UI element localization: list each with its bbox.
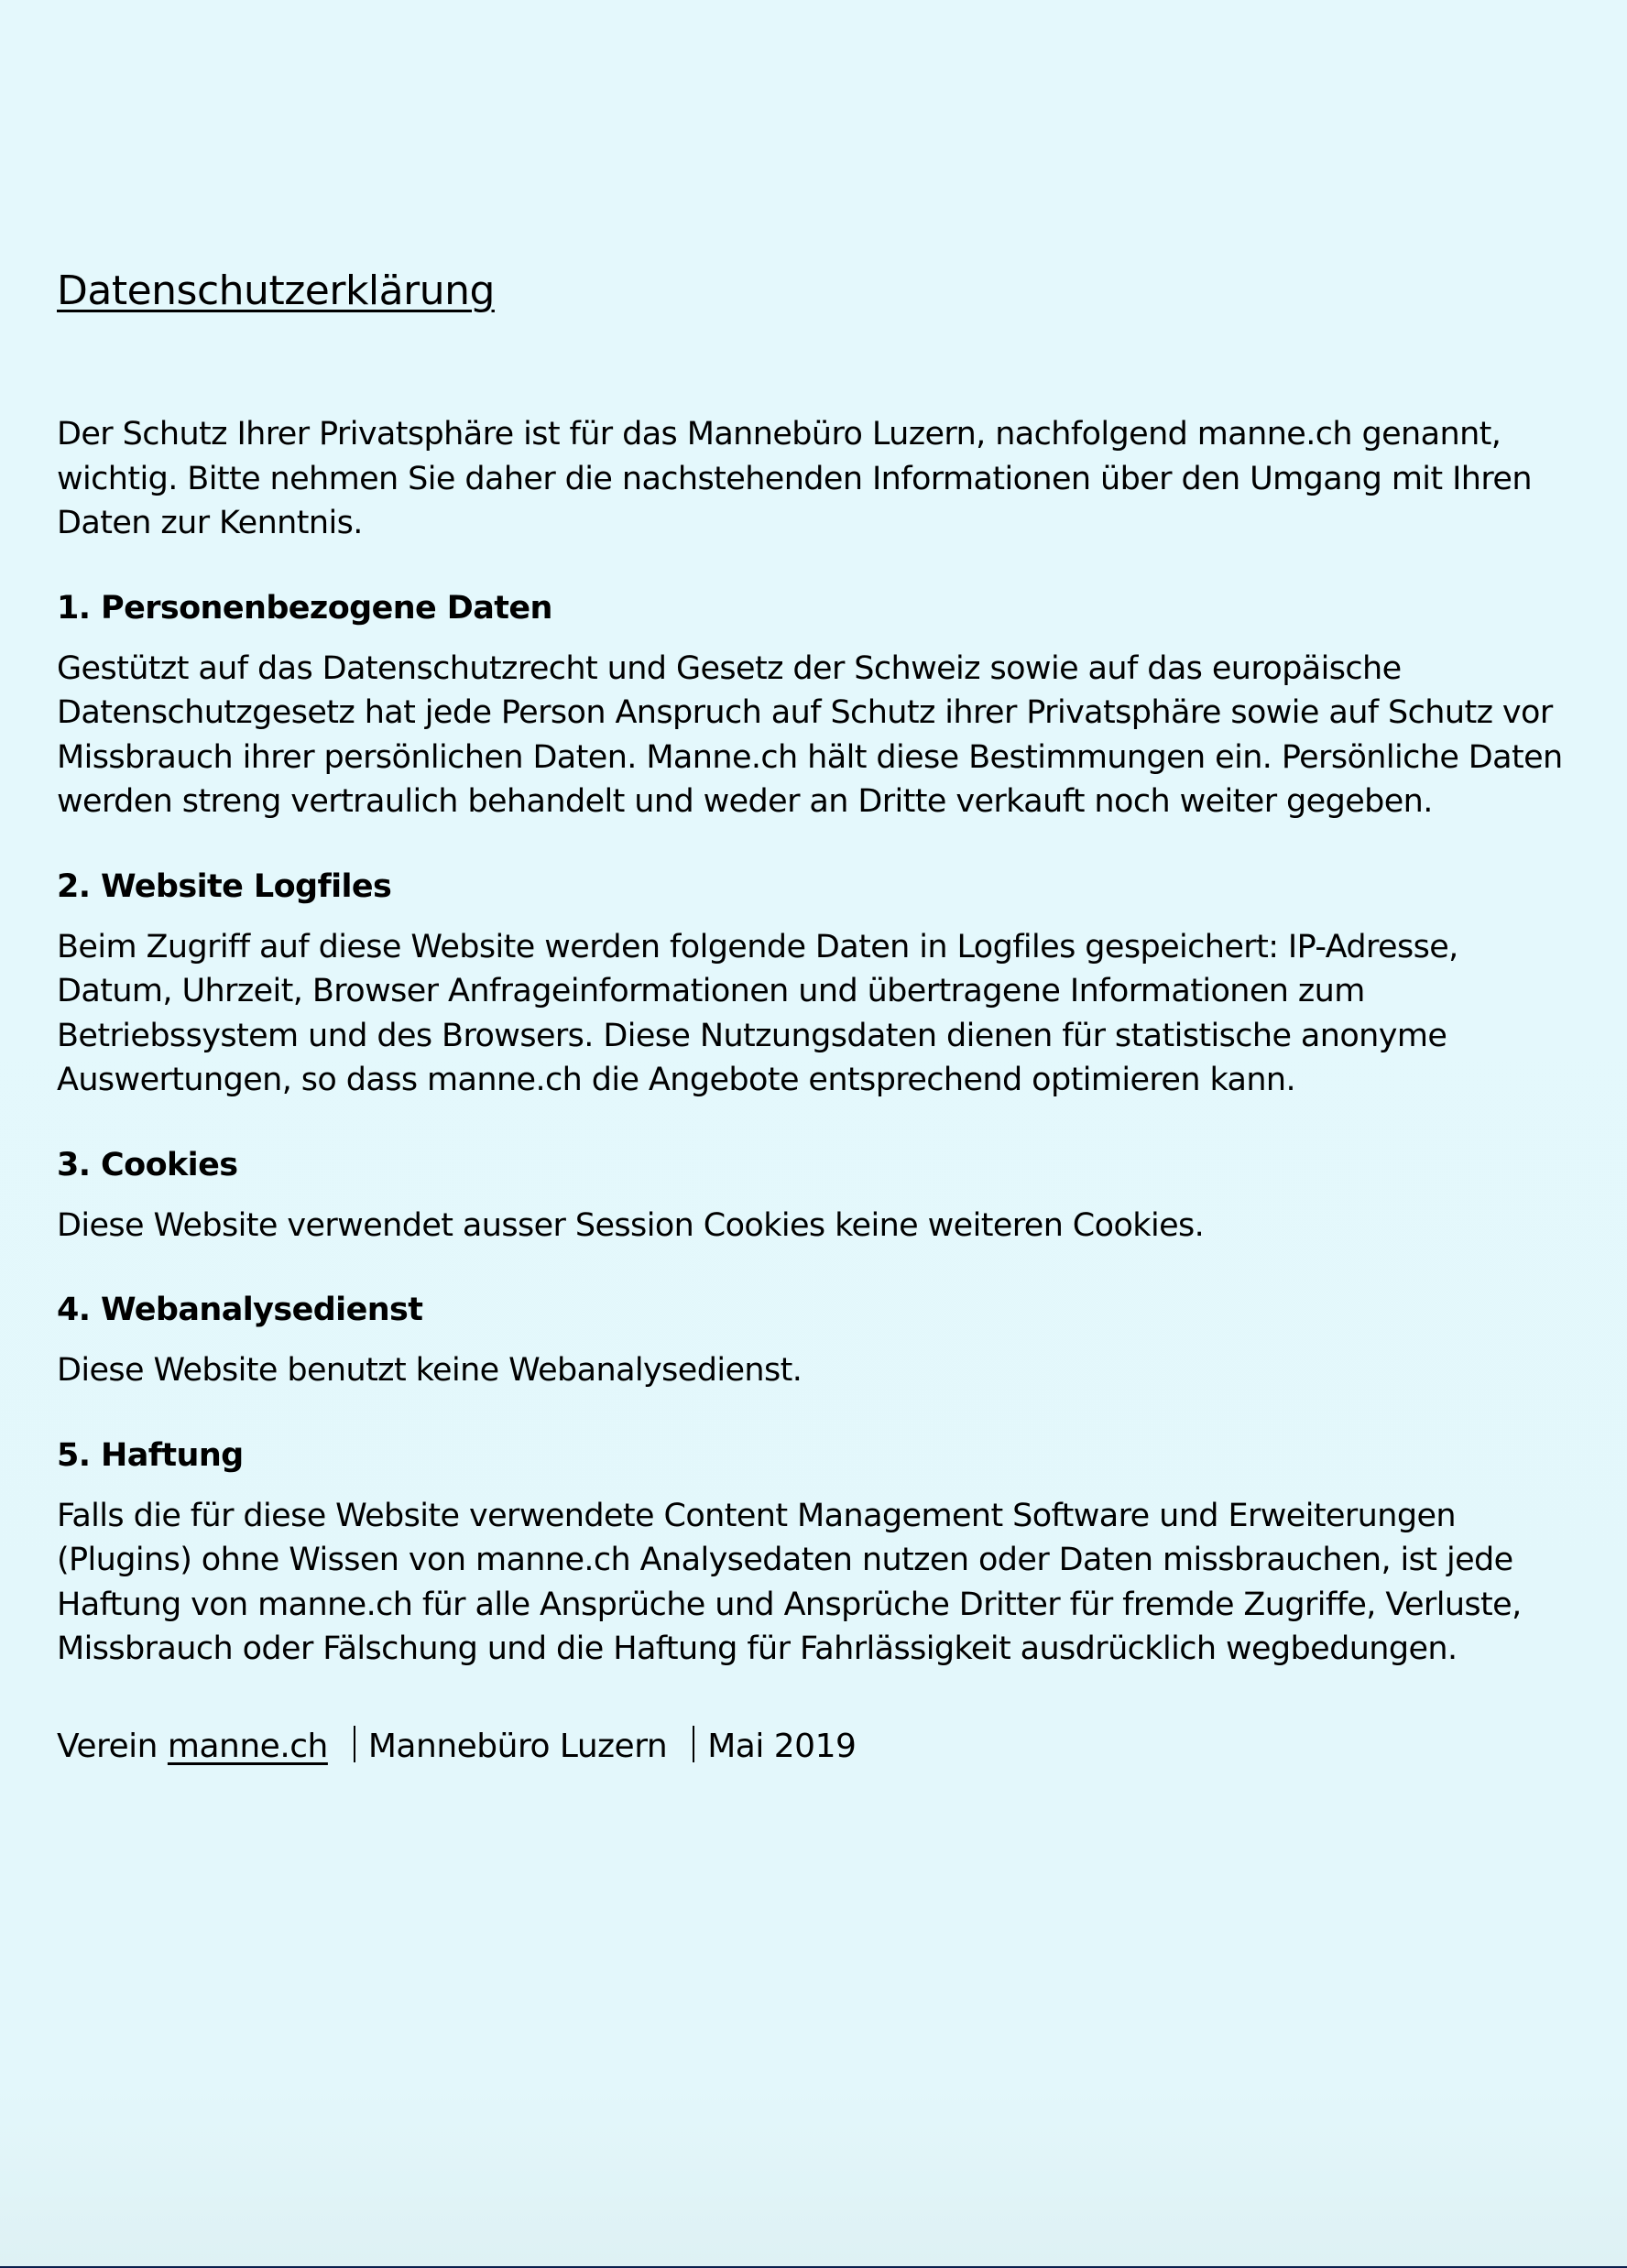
privacy-document: [57, 264, 1578, 1769]
section-logfiles: [57, 865, 1578, 1103]
section-liability: [57, 1434, 1578, 1672]
section-heading: 5. Haftung: [57, 1436, 244, 1474]
section-body: Gestützt auf das Datenschutzrecht und Gesetz der Schweiz sowie auf das europäische Datenschutzgesetz hat jede Person Anspruch auf Schutz ihrer Privatsphäre sowie auf Schutz vor Missbrauch ihrer persönlichen Daten. Manne.ch hält diese Bestimmungen ein. Persönliche Daten werden streng vertraulich behandelt und weder an Dritte verkauft noch weiter gegeben.: [57, 649, 1563, 820]
footer-prefix: Verein: [57, 1727, 168, 1765]
section-personal-data: [57, 586, 1578, 824]
page-title: Datenschutzerklärung: [57, 267, 495, 314]
footer: [57, 1725, 1578, 1769]
footer-date: Mai 2019: [707, 1727, 857, 1765]
footer-separator: [354, 1726, 355, 1762]
section-cookies: [57, 1143, 1578, 1248]
section-heading: 4. Webanalysedienst: [57, 1292, 423, 1328]
section-body: Falls die für diese Website verwendete Content Management Software und Erweiterungen (Plugins) ohne Wissen von manne.ch Analysedaten nutzen oder Daten missbrauchen, ist jede Haftung von manne.ch für alle Ansprüche und Ansprüche Dritter für fremde Zugriffe, Verluste, Missbrauch oder Fälschung und die Haftung für Fahrlässigkeit ausdrücklich wegbedungen.: [57, 1497, 1522, 1667]
manne-ch-link[interactable]: manne.ch: [167, 1727, 328, 1765]
section-body: Beim Zugriff auf diese Website werden folgende Daten in Logfiles gespeichert: IP-Adresse, Datum, Uhrzeit, Browser Anfrageinformationen und übertragene Informationen zum Betriebssystem und des Browsers. Diese Nutzungsdaten dienen für statistische anonyme Auswertungen, so dass manne.ch die Angebote entsprechend optimieren kann.: [57, 928, 1458, 1098]
section-heading: 2. Website Logfiles: [57, 867, 392, 905]
section-body: Diese Website benutzt keine Webanalysedienst.: [57, 1352, 803, 1389]
section-heading: 1. Personenbezogene Daten: [57, 589, 552, 627]
section-web-analytics: [57, 1288, 1578, 1393]
footer-separator: [693, 1726, 694, 1762]
footer-org: Mannebüro Luzern: [367, 1727, 668, 1765]
section-body: Diese Website verwendet ausser Session Cookies keine weiteren Cookies.: [57, 1206, 1205, 1244]
intro-paragraph: Der Schutz Ihrer Privatsphäre ist für das Mannebüro Luzern, nachfolgend manne.ch genannt, wichtig. Bitte nehmen Sie daher die nachstehenden Informationen über den Umgang mit Ihren Daten zur Kenntnis.: [57, 416, 1532, 541]
section-heading: 3. Cookies: [57, 1146, 238, 1183]
